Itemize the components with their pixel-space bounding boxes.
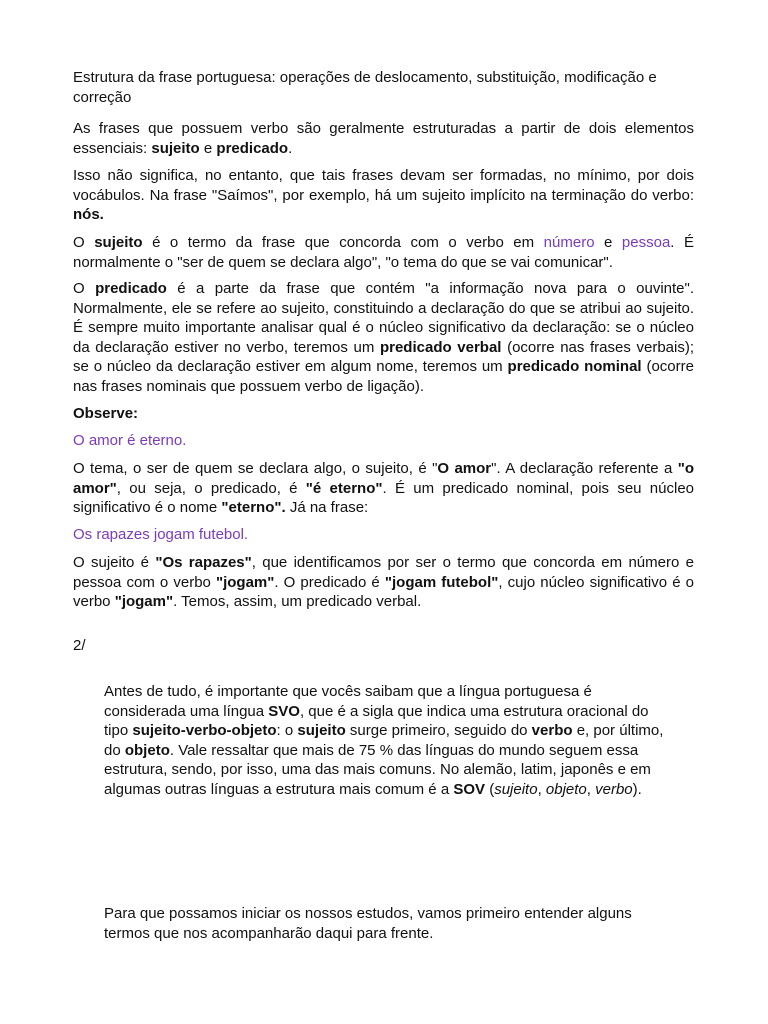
paragraph-intro-terms: Para que possamos iniciar os nossos estudos, vamos primeiro entender alguns termos que nos acompanharão daqui para frente. [104,905,632,942]
term: "jogam futebol" [384,573,499,591]
term-sujeito: sujeito [151,139,200,157]
text: (ocorre nas frases verbais); se o núcleo da declaração estiver em algum nome, teremos um [73,338,694,375]
term-italic: objeto [545,780,587,798]
paragraph-elements [73,119,694,158]
text: , [586,780,596,798]
text: é o termo da frase que concorda com o verbo em [142,234,544,251]
text: Isso não significa, no entanto, que tais frases devam ser formadas, no mínimo, por dois vocábulos. Na frase "Saímos", por exemplo, há um sujeito implícito na terminação do verbo: [73,167,694,204]
term-verbo: verbo [531,722,573,739]
paragraph-predicate-definition [73,279,694,396]
term-predicado: predicado [95,280,167,297]
text: ". A declaração referente a [491,460,678,477]
paragraph-subject-definition [73,233,694,272]
text: e, por último, do [104,722,664,759]
page-title: Estrutura da frase portuguesa: operações de deslocamento, substituição, modificação e correção [73,69,657,106]
text: , ou seja, o predicado, é [116,479,306,497]
text: . Temos, assim, um predicado verbal. [173,593,422,610]
paragraph-example-1-analysis [73,459,694,518]
term-predicado: predicado [216,139,289,157]
term: "Os rapazes" [155,554,252,571]
term: "eterno". [221,499,286,516]
term: O amor [437,460,492,477]
text: ( [485,780,495,798]
text: é a parte da frase que contém "a informação nova para o ouvinte". Normalmente, ele se refere ao sujeito, constituindo a declaração do que se atribui ao sujeito. É sempre muito importante analisar qual é o núcleo significativo da declaração: se o núcleo da declaração estiver no verbo, teremos um [73,280,694,356]
text: surge primeiro, seguido do [345,722,532,739]
term-objeto: objeto [124,741,170,759]
paragraph-svo [104,682,664,799]
term: "o amor" [73,460,694,497]
term-predicado-verbal: predicado verbal [379,338,502,356]
term: "é eterno" [305,479,383,497]
paragraph-implicit-subject [73,166,694,225]
text: Já na frase: [285,499,369,516]
text: , cujo núcleo significativo é o verbo [73,573,694,610]
text: As frases que possuem verbo são geralmente estruturadas a partir de dois elementos essenciais: [73,120,694,157]
example-sentence-2: Os rapazes jogam futebol. [73,526,249,543]
text: . Vale ressaltar que mais de 75 % das línguas do mundo seguem essa estrutura, sendo, por isso, uma das mais comuns. No alemão, latim, japonês e em algumas outras línguas a estrutura mais comum é a [104,741,651,798]
term-italic: verbo [595,780,633,798]
link-numero[interactable]: número [543,234,595,251]
text: , [537,780,546,798]
text: O tema, o ser de quem se declara algo, o sujeito, é " [73,460,438,477]
text: O [73,234,95,251]
term-sujeito: sujeito [94,234,143,251]
text: , que identificamos por ser o termo que concorda em número e pessoa com o verbo [73,554,694,591]
text: Antes de tudo, é importante que vocês saibam que a língua portuguesa é considerada uma língua [104,683,592,720]
text: . O predicado é [274,573,385,591]
term-predicado-nominal: predicado nominal [507,358,642,375]
text: . [288,139,293,157]
term-sujeito: sujeito [297,722,346,739]
paragraph-example-2-analysis [73,553,694,612]
section-marker: 2/ [73,637,86,654]
term-sujeito-verbo-objeto: sujeito-verbo-objeto [132,722,277,739]
term-nos: nós. [73,206,104,223]
text: : o [276,722,298,739]
term-svo: SVO [268,702,300,720]
text: (ocorre nas frases nominais que possuem verbo de ligação). [73,358,694,395]
text: ). [632,780,642,798]
observe-heading: Observe: [73,405,139,422]
term-italic: sujeito [494,780,538,798]
link-pessoa[interactable]: pessoa [621,234,671,251]
example-sentence-1: O amor é eterno. [73,432,187,449]
text: . É normalmente o "ser de quem se declara algo", "o tema do que se vai comunicar". [73,234,694,271]
term-sov: SOV [453,780,486,798]
text: . É um predicado nominal, pois seu núcleo significativo é o nome [73,479,694,516]
text: O [73,280,96,297]
text: e [594,234,622,251]
term: "jogam" [215,573,275,591]
text: O sujeito é [73,554,156,571]
text: e [199,139,217,157]
text: , que é a sigla que indica uma estrutura oracional do tipo [104,702,649,739]
term: "jogam" [114,593,174,610]
